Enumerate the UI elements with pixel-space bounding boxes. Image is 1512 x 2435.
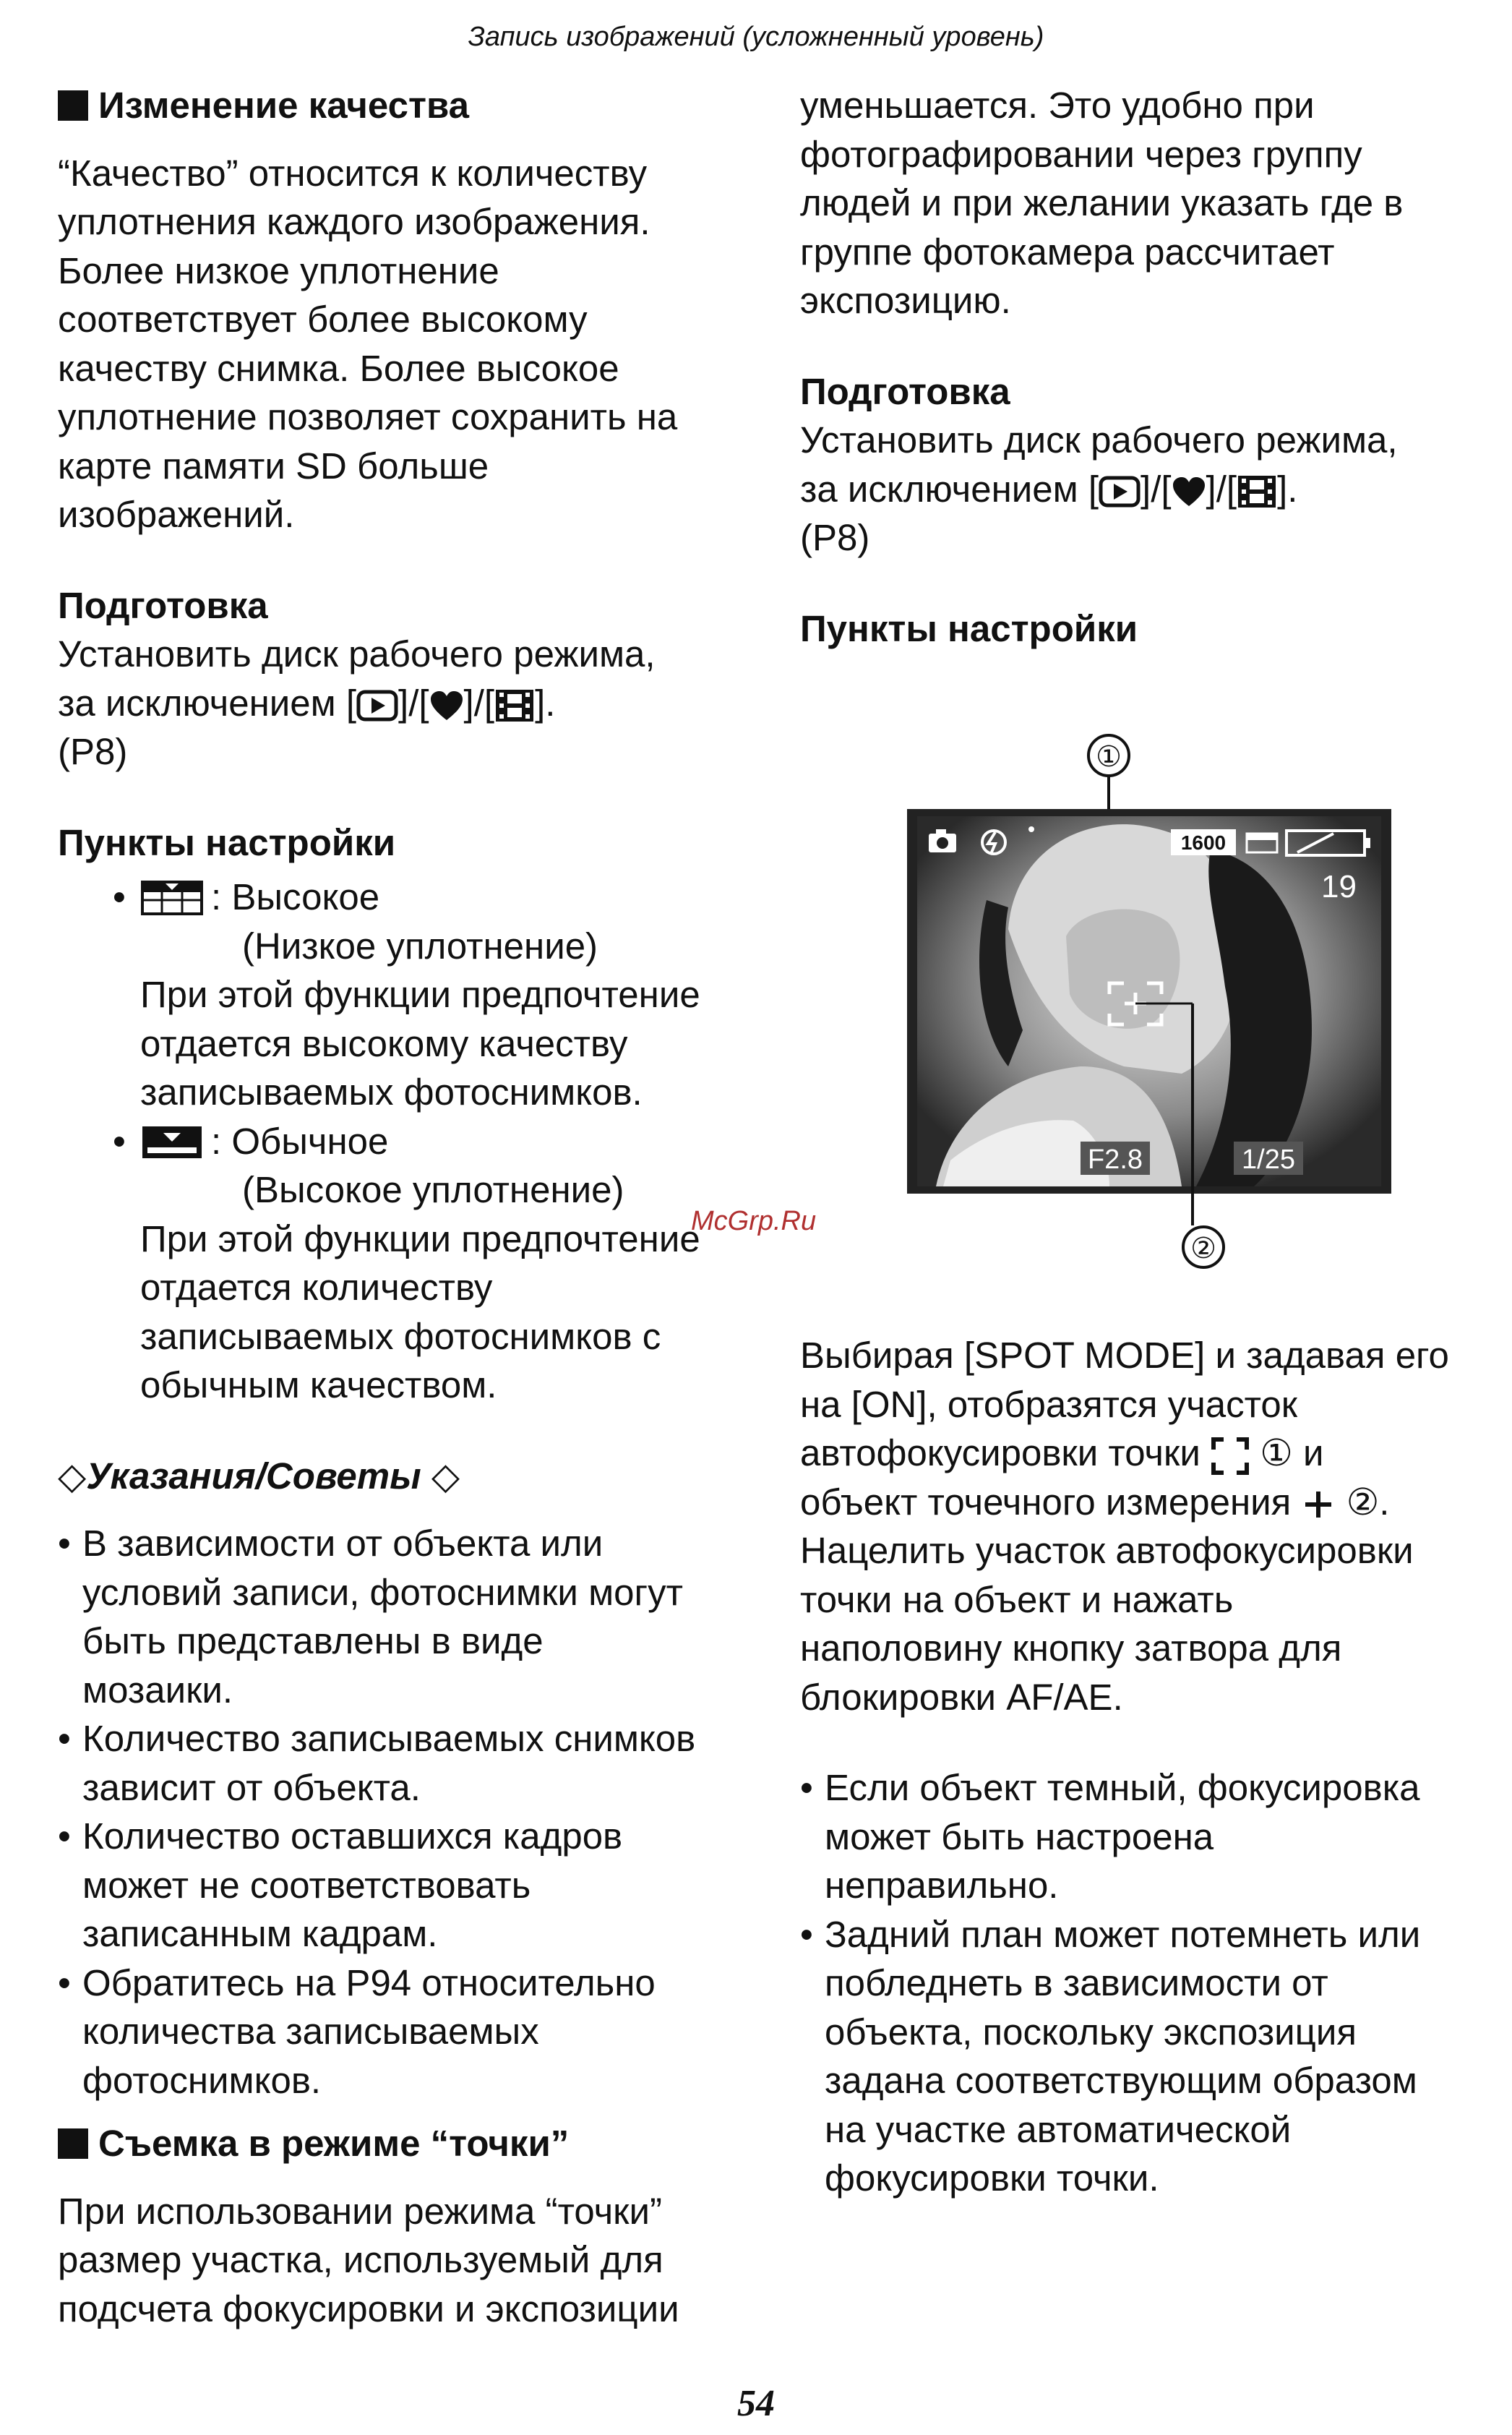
section-title: Изменение качества [98,85,469,126]
text-line: экспозицию. [800,280,1011,321]
section-title: Съемка в режиме “точки” [98,2123,570,2164]
text-fragment: за исключением [ [58,682,357,724]
text-fragment: ]. [1277,468,1298,510]
text-line: условий записи, фотоснимки могут [82,1571,683,1613]
text-line: на участке автоматической [825,2108,1292,2150]
text-line: неправильно. [825,1865,1059,1906]
text-line: размер участка, используемый для [58,2239,663,2280]
text-line: может не соответствовать [82,1864,531,1906]
list-item [58,1812,752,1959]
text-line: наполовину кнопку затвора для [800,1627,1342,1669]
text-line: качеству снимка. Более высокое [58,347,619,389]
text-fragment: ]/[ [463,682,495,724]
text-fragment: ]/[ [1141,468,1172,510]
watermark: McGrp.Ru [691,1206,817,1236]
text-line: изображений. [58,494,295,535]
text-fragment: ]/[ [1206,468,1237,510]
text-line: При этой функции предпочтение [140,974,700,1015]
text-line: точки на объект и нажать [800,1578,1234,1620]
text-line: “Качество” относится к количеству [58,152,648,194]
tips-heading [58,1452,752,1501]
heart-icon [429,690,464,722]
bullet: • [113,876,126,917]
text-line: Установить диск рабочего режима, [800,419,1398,461]
option-standard-quality [58,1117,752,1166]
frames-remaining: 19 [1321,869,1357,904]
text-line: объекта, поскольку экспозиция [825,2011,1357,2053]
text-line: записываемых фотоснимков. [140,1071,643,1113]
text-line: (P8) [800,517,870,558]
option-label: : Обычное [211,1120,389,1162]
text-line: соответствует более высокому [58,299,588,340]
prep-heading: Подготовка [58,584,268,626]
text-line: людей и при желании указать где в [800,182,1404,223]
callout-1-label: ① [1096,741,1122,773]
text-line: мозаики. [82,1669,233,1711]
text-line: Установить диск рабочего режима, [58,633,656,675]
spot-description [800,1331,1494,1721]
settings-heading: Пункты настройки [800,607,1138,649]
section-heading-quality [58,81,752,130]
text-line: • Если объект темный, фокусировка [825,1767,1420,1808]
movie-icon [1237,474,1277,509]
text-line: Более низкое уплотнение [58,249,499,291]
playback-icon [356,690,398,722]
diamond-icon: ◇ [431,1455,460,1497]
text-line: блокировки AF/AE. [800,1676,1123,1718]
option-sub: (Низкое уплотнение) [242,925,598,967]
text-line: Выбирая [SPOT MODE] и задавая его [800,1335,1449,1376]
prep-heading: Подготовка [800,370,1010,412]
text-line: отдается высокому качеству [140,1022,628,1064]
text-line: быть представлены в виде [82,1620,544,1661]
text-fragment: ②. [1346,1481,1390,1523]
quality-paragraph [58,149,752,539]
text-fragment: автофокусировки точки [800,1432,1200,1473]
text-line: на [ON], отобразятся участок [800,1383,1298,1425]
text-line: уплотнения каждого изображения. [58,201,650,242]
option-desc [58,1215,752,1410]
section-heading-spot [58,2119,752,2168]
list-item [58,1959,752,2105]
notes-list [800,1763,1494,2203]
diamond-icon: ◇ [58,1455,87,1497]
left-column [58,81,752,2333]
section-square-icon [58,2128,88,2159]
text-line: • Задний план может потемнеть или [825,1913,1421,1955]
aperture-value: F2.8 [1087,1144,1143,1175]
bullet: • [113,1120,126,1162]
option-desc [58,970,752,1117]
text-fragment: ]. [535,682,556,724]
list-item [58,1714,752,1812]
prep-exceptions-line [800,465,1494,514]
text-fragment: за исключением [ [800,468,1099,510]
text-fragment: ]/[ [398,682,429,724]
movie-icon [494,688,535,723]
list-item [800,1910,1494,2203]
settings-heading: Пункты настройки [58,821,396,863]
text-line [800,1478,1494,1527]
quality-standard-icon [140,1124,204,1160]
text-line: задана соответствующим образом [825,2060,1417,2101]
page-number: 54 [737,2383,775,2424]
text-line: фотоснимков. [82,2059,322,2101]
text-line: • Обратитесь на P94 относительно [82,1961,656,2003]
text-line: • В зависимости от объекта или [82,1523,603,1564]
text-line: обычным качеством. [140,1364,497,1405]
option-label: : Высокое [211,876,380,917]
option-high-quality [58,873,752,922]
shutter-value: 1/25 [1242,1144,1295,1175]
heart-icon [1172,476,1206,508]
text-line: • Количество оставшихся кадров [82,1815,623,1857]
text-line: количества записываемых [82,2011,539,2052]
text-line: записываемых фотоснимков с [140,1315,661,1357]
tips-list [58,1519,752,2105]
text-line: При использовании режима “точки” [58,2190,662,2232]
text-line: уменьшается. Это удобно при [800,85,1315,126]
lcd-screen [907,809,1391,1194]
text-line: Нацелить участок автофокусировки [800,1530,1414,1571]
prep-exceptions-line [58,679,752,728]
text-line: группе фотокамера рассчитает [800,231,1335,273]
list-item [800,1763,1494,1910]
text-line: подсчета фокусировки и экспозиции [58,2288,679,2329]
quality-high-icon [140,880,204,916]
spot-paragraph [58,2187,752,2334]
af-frame-icon [1211,1437,1250,1476]
text-line: уплотнение позволяет сохранить на [58,396,678,437]
text-line: фотографировании через группу [800,133,1362,175]
text-line: может быть настроена [825,1815,1214,1857]
playback-icon [1099,476,1141,508]
text-line: побледнеть в зависимости от [825,1962,1328,2003]
list-item [58,1519,752,1714]
page-header: Запись изображений (усложненный уровень) [468,22,1044,52]
text-line: отдается количеству [140,1267,493,1308]
text-line: • Количество записываемых снимков [82,1718,696,1759]
camera-screen-figure [907,727,1406,1276]
text-line: зависит от объекта. [82,1766,421,1808]
continued-paragraph [800,81,1494,325]
section-square-icon [58,90,88,121]
iso-value: 1600 [1180,831,1227,854]
text-fragment: объект точечного измерения [800,1481,1292,1523]
text-line: (P8) [58,731,128,772]
option-sub: (Высокое уплотнение) [242,1169,624,1210]
text-line: При этой функции предпочтение [140,1218,700,1259]
callout-2-label: ② [1190,1233,1216,1264]
text-line: карте памяти SD больше [58,445,489,487]
text-line: записанным кадрам. [82,1913,438,1954]
text-line: фокусировки точки. [825,2157,1159,2199]
text-line [800,1429,1494,1478]
text-fragment: ① и [1260,1432,1324,1473]
spot-metering-icon [1301,1487,1336,1522]
tips-title: Указания/Советы [86,1455,421,1497]
